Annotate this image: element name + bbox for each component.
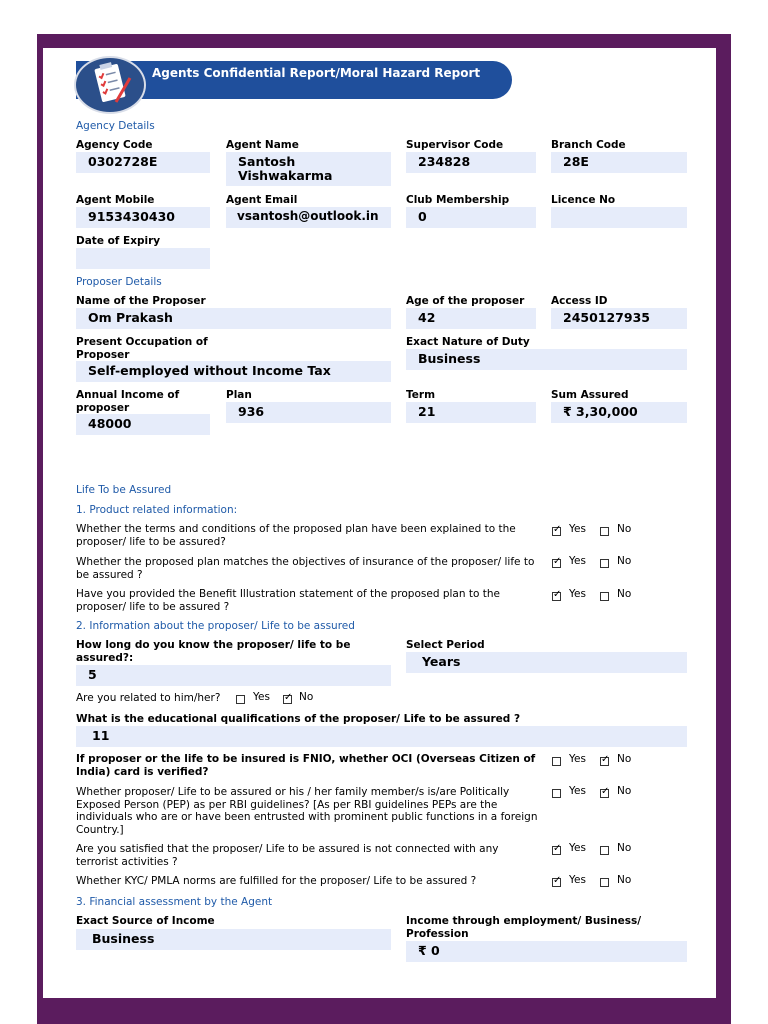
licence-no-label: Licence No: [551, 194, 616, 206]
question-pep: Whether proposer/ Life to be assured or his / her family member/s is/are Politically Exposed Person (PEP) as per RBI guidelines? [As per RBI guidelines PEPs are the individuals who are or have been entrusted with prominent public functions in a foreign Country.]: [76, 786, 538, 836]
q1-no-checkbox[interactable]: [600, 527, 609, 536]
access-id-label: Access ID: [551, 295, 608, 307]
nature-of-duty-field[interactable]: Business: [406, 349, 687, 370]
select-period-dropdown[interactable]: Years: [406, 652, 687, 673]
agency-code-label: Agency Code: [76, 139, 153, 151]
section-life-to-be-assured: Life To be Assured: [76, 484, 172, 496]
date-of-expiry-label: Date of Expiry: [76, 235, 161, 247]
q1-yes-label: Yes: [569, 523, 586, 535]
subsection-proposer-info: 2. Information about the proposer/ Life to be assured: [76, 620, 355, 632]
q3-yes-label: Yes: [569, 588, 586, 600]
branch-code-label: Branch Code: [551, 139, 626, 151]
source-of-income-field[interactable]: Business: [76, 929, 391, 950]
q2-yes-label: Yes: [569, 555, 586, 567]
question-kyc: Whether KYC/ PMLA norms are fulfilled for the proposer/ Life to be assured ?: [76, 875, 477, 887]
income-employment-label: Income through employment/ Business/ Profession: [406, 915, 642, 940]
q2-no-checkbox[interactable]: [600, 559, 609, 568]
report-clipboard-icon: [74, 56, 146, 114]
q2-yes-checkbox[interactable]: [552, 559, 561, 568]
q5-no-checkbox[interactable]: [600, 789, 609, 798]
page-title: Agents Confidential Report/Moral Hazard Report: [152, 66, 481, 80]
sum-assured-field[interactable]: ₹ 3,30,000: [551, 402, 687, 423]
plan-field[interactable]: 936: [226, 402, 391, 423]
q3-no-label: No: [617, 588, 632, 600]
subsection-financial-assessment: 3. Financial assessment by the Agent: [76, 896, 273, 908]
q7-no-checkbox[interactable]: [600, 878, 609, 887]
q6-yes-label: Yes: [569, 842, 586, 854]
income-employment-field[interactable]: ₹ 0: [406, 941, 687, 962]
agent-email-label: Agent Email: [226, 194, 298, 206]
q7-yes-checkbox[interactable]: [552, 878, 561, 887]
related-no-checkbox[interactable]: [283, 695, 292, 704]
q3-yes-checkbox[interactable]: [552, 592, 561, 601]
proposer-age-field[interactable]: 42: [406, 308, 536, 329]
related-yes-label: Yes: [253, 691, 270, 703]
supervisor-code-field[interactable]: 234828: [406, 152, 536, 173]
term-label: Term: [406, 389, 436, 401]
access-id-field[interactable]: 2450127935: [551, 308, 687, 329]
club-membership-label: Club Membership: [406, 194, 510, 206]
q3-no-checkbox[interactable]: [600, 592, 609, 601]
q5-no-label: No: [617, 785, 632, 797]
source-of-income-label: Exact Source of Income: [76, 915, 215, 927]
q4-no-checkbox[interactable]: [600, 757, 609, 766]
question-terrorist: Are you satisfied that the proposer/ Life to be assured is not connected with any terrorist activities ?: [76, 843, 499, 868]
q7-no-label: No: [617, 874, 632, 886]
question-terms-explained: Whether the terms and conditions of the proposed plan have been explained to the proposer/ life to be assured?: [76, 523, 516, 548]
term-field[interactable]: 21: [406, 402, 536, 423]
related-question: Are you related to him/her?: [76, 692, 221, 704]
how-long-label: How long do you know the proposer/ life to be assured?:: [76, 639, 351, 664]
proposer-age-label: Age of the proposer: [406, 295, 525, 307]
agent-email-field[interactable]: vsantosh@outlook.in: [226, 207, 391, 228]
question-plan-matches: Whether the proposed plan matches the objectives of insurance of the proposer/ life to be assured ?: [76, 556, 535, 581]
agent-name-field[interactable]: Santosh Vishwakarma: [226, 152, 391, 186]
agent-mobile-label: Agent Mobile: [76, 194, 155, 206]
date-of-expiry-field[interactable]: [76, 248, 210, 269]
agency-code-field[interactable]: 0302728E: [76, 152, 210, 173]
annual-income-label: Annual Income of proposer: [76, 389, 180, 414]
q4-yes-checkbox[interactable]: [552, 757, 561, 766]
q6-no-label: No: [617, 842, 632, 854]
sum-assured-label: Sum Assured: [551, 389, 629, 401]
education-field[interactable]: 11: [76, 726, 687, 747]
plan-label: Plan: [226, 389, 252, 401]
branch-code-field[interactable]: 28E: [551, 152, 687, 173]
q6-yes-checkbox[interactable]: [552, 846, 561, 855]
q7-yes-label: Yes: [569, 874, 586, 886]
section-agency-details: Agency Details: [76, 120, 155, 132]
section-proposer-details: Proposer Details: [76, 276, 162, 288]
related-no-label: No: [299, 691, 314, 703]
question-oci-verified: If proposer or the life to be insured is FNIO, whether OCI (Overseas Citizen of India) card is verified?: [76, 753, 536, 778]
question-benefit-illustration: Have you provided the Benefit Illustration statement of the proposed plan to the proposer/ life to be assured ?: [76, 588, 500, 613]
proposer-name-label: Name of the Proposer: [76, 295, 206, 307]
q1-no-label: No: [617, 523, 632, 535]
q2-no-label: No: [617, 555, 632, 567]
education-label: What is the educational qualifications of the proposer/ Life to be assured ?: [76, 713, 521, 725]
q5-yes-checkbox[interactable]: [552, 789, 561, 798]
subsection-product-info: 1. Product related information:: [76, 504, 238, 516]
annual-income-field[interactable]: 48000: [76, 414, 210, 435]
proposer-name-field[interactable]: Om Prakash: [76, 308, 391, 329]
occupation-field[interactable]: Self-employed without Income Tax: [76, 361, 391, 382]
related-yes-checkbox[interactable]: [236, 695, 245, 704]
licence-no-field[interactable]: [551, 207, 687, 228]
q4-yes-label: Yes: [569, 753, 586, 765]
agent-name-label: Agent Name: [226, 139, 299, 151]
q1-yes-checkbox[interactable]: [552, 527, 561, 536]
agent-mobile-field[interactable]: 9153430430: [76, 207, 210, 228]
q5-yes-label: Yes: [569, 785, 586, 797]
supervisor-code-label: Supervisor Code: [406, 139, 504, 151]
nature-of-duty-label: Exact Nature of Duty: [406, 336, 530, 348]
occupation-label: Present Occupation of Proposer: [76, 336, 208, 361]
q4-no-label: No: [617, 753, 632, 765]
club-membership-field[interactable]: 0: [406, 207, 536, 228]
select-period-label: Select Period: [406, 639, 485, 651]
q6-no-checkbox[interactable]: [600, 846, 609, 855]
how-long-field[interactable]: 5: [76, 665, 391, 686]
